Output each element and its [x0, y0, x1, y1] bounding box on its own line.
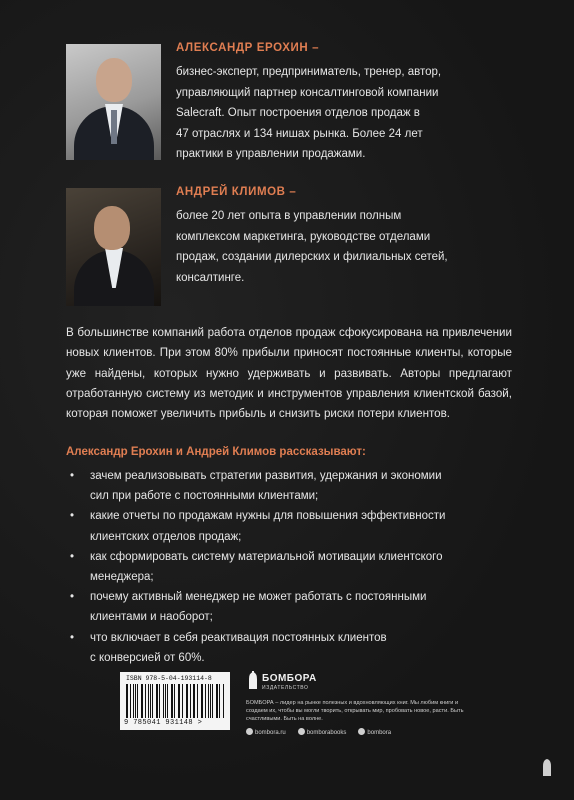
barcode-stripe	[202, 684, 203, 718]
bio-line: управляющий партнер консалтинговой компании	[176, 86, 439, 99]
publisher-logo-icon	[246, 671, 260, 689]
barcode-stripe	[179, 684, 180, 718]
list-item	[66, 547, 506, 587]
publisher-name: БОМБОРА	[262, 673, 317, 684]
bio-line: продаж, создании дилерских и филиальных сетей,	[176, 251, 448, 263]
bullet-icon: •	[70, 470, 75, 482]
author-bio-erokhin	[176, 62, 506, 165]
barcode-stripe	[152, 684, 153, 718]
list-item-line: как сформировать систему материальной мотивации клиентского	[90, 550, 443, 563]
topics-list	[66, 466, 506, 668]
publisher-mark-icon	[540, 758, 554, 776]
bio-line: бизнес-эксперт, предприниматель, тренер, автор,	[176, 66, 442, 78]
list-item-line: клиентами и наоборот;	[90, 611, 213, 624]
bio-line: практики в управлении продажами.	[176, 148, 366, 160]
barcode-stripe	[150, 684, 151, 718]
barcode-stripe	[174, 684, 175, 718]
social-label: bombora.ru	[255, 730, 286, 736]
barcode-stripe	[159, 684, 160, 718]
author-name-erokhin: АЛЕКСАНДР ЕРОХИН –	[176, 42, 320, 54]
list-item	[66, 587, 506, 627]
list-item-line: с конверсией от 60%.	[90, 651, 205, 664]
barcode-stripe	[217, 684, 218, 718]
list-item-line: клиентских отделов продаж;	[90, 530, 242, 543]
barcode-stripe	[130, 684, 131, 718]
bio-line: консалтинге.	[176, 271, 245, 284]
barcode-stripe	[194, 684, 195, 718]
social-label: bomborabooks	[306, 730, 347, 736]
barcode-stripe	[142, 684, 143, 718]
photo-figure-head	[96, 58, 132, 102]
publisher-description: БОМБОРА – лидер на рынке полезных и вдохновляющих книг. Мы любим книги и создаем их, чтобы вы могли творить, открывать мир, пробовать новое, расти. Быть счастливыми. Быть на волне.	[246, 700, 464, 722]
social-telegram	[358, 728, 391, 736]
globe-icon	[246, 728, 253, 735]
social-site	[246, 728, 286, 736]
list-item-line: сил при работе с постоянными клиентами;	[90, 490, 319, 503]
barcode	[120, 672, 230, 730]
photo-figure-tie	[111, 110, 117, 144]
social-vk	[298, 728, 347, 736]
barcode-stripe	[210, 684, 211, 718]
list-item-line: какие отчеты по продажам нужны для повышения эффективности	[90, 510, 446, 523]
bio-line: комплексом маркетинга, руководстве отделами	[176, 230, 431, 243]
barcode-digits: 9 785041 931148 >	[124, 719, 203, 727]
social-label: bombora	[367, 730, 392, 736]
bullet-icon: •	[70, 550, 75, 563]
list-item-line: зачем реализовывать стратегии развития, удержания и экономии	[90, 470, 442, 482]
barcode-stripe	[167, 684, 168, 718]
bullet-list-heading: Александр Ерохин и Андрей Климов рассказывают:	[66, 446, 366, 458]
barcode-bars	[126, 684, 224, 718]
telegram-icon	[358, 728, 365, 735]
barcode-stripe	[197, 684, 198, 718]
list-item	[66, 466, 506, 506]
list-item	[66, 506, 506, 546]
publisher-subtitle: ИЗДАТЕЛЬСТВО	[262, 685, 309, 691]
list-item-line: что включает в себя реактивация постоянных клиентов	[90, 631, 387, 644]
author-photo-klimov	[66, 188, 161, 306]
vk-icon	[298, 728, 305, 735]
bullet-icon: •	[70, 510, 75, 523]
bio-line: Salecraft. Опыт построения отделов продаж в	[176, 107, 420, 119]
isbn-text: ISBN 978-5-04-193114-8	[126, 675, 212, 682]
bio-line: более 20 лет опыта в управлении полным	[176, 210, 402, 222]
author-photo-erokhin	[66, 44, 161, 160]
author-name-klimov: АНДРЕЙ КЛИМОВ –	[176, 186, 297, 198]
list-item-line: менеджера;	[90, 571, 154, 584]
list-item	[66, 628, 506, 668]
barcode-stripe	[187, 684, 188, 718]
list-item-line: почему активный менеджер не может работать с постоянными	[90, 591, 427, 604]
bio-line: 47 отраслях и 134 нишах рынка. Более 24 лет	[176, 127, 423, 140]
author-bio-klimov	[176, 206, 506, 288]
bullet-icon: •	[70, 631, 75, 644]
bullet-icon: •	[70, 591, 75, 604]
barcode-stripe	[137, 684, 138, 718]
photo-figure-head	[94, 206, 130, 250]
book-description: В большинстве компаний работа отделов продаж сфокусирована на привлечении новых клиентов. При этом 80% прибыли приносят постоянные клиенты, которые уже найдены, которых нужно удерживать и развивать. Авторы предлагают отработанную систему из методик и инструментов управления клиентской базой, которая поможет увеличить прибыль и снизить риски потери клиентов.	[66, 326, 512, 421]
publisher-socials	[246, 728, 391, 736]
